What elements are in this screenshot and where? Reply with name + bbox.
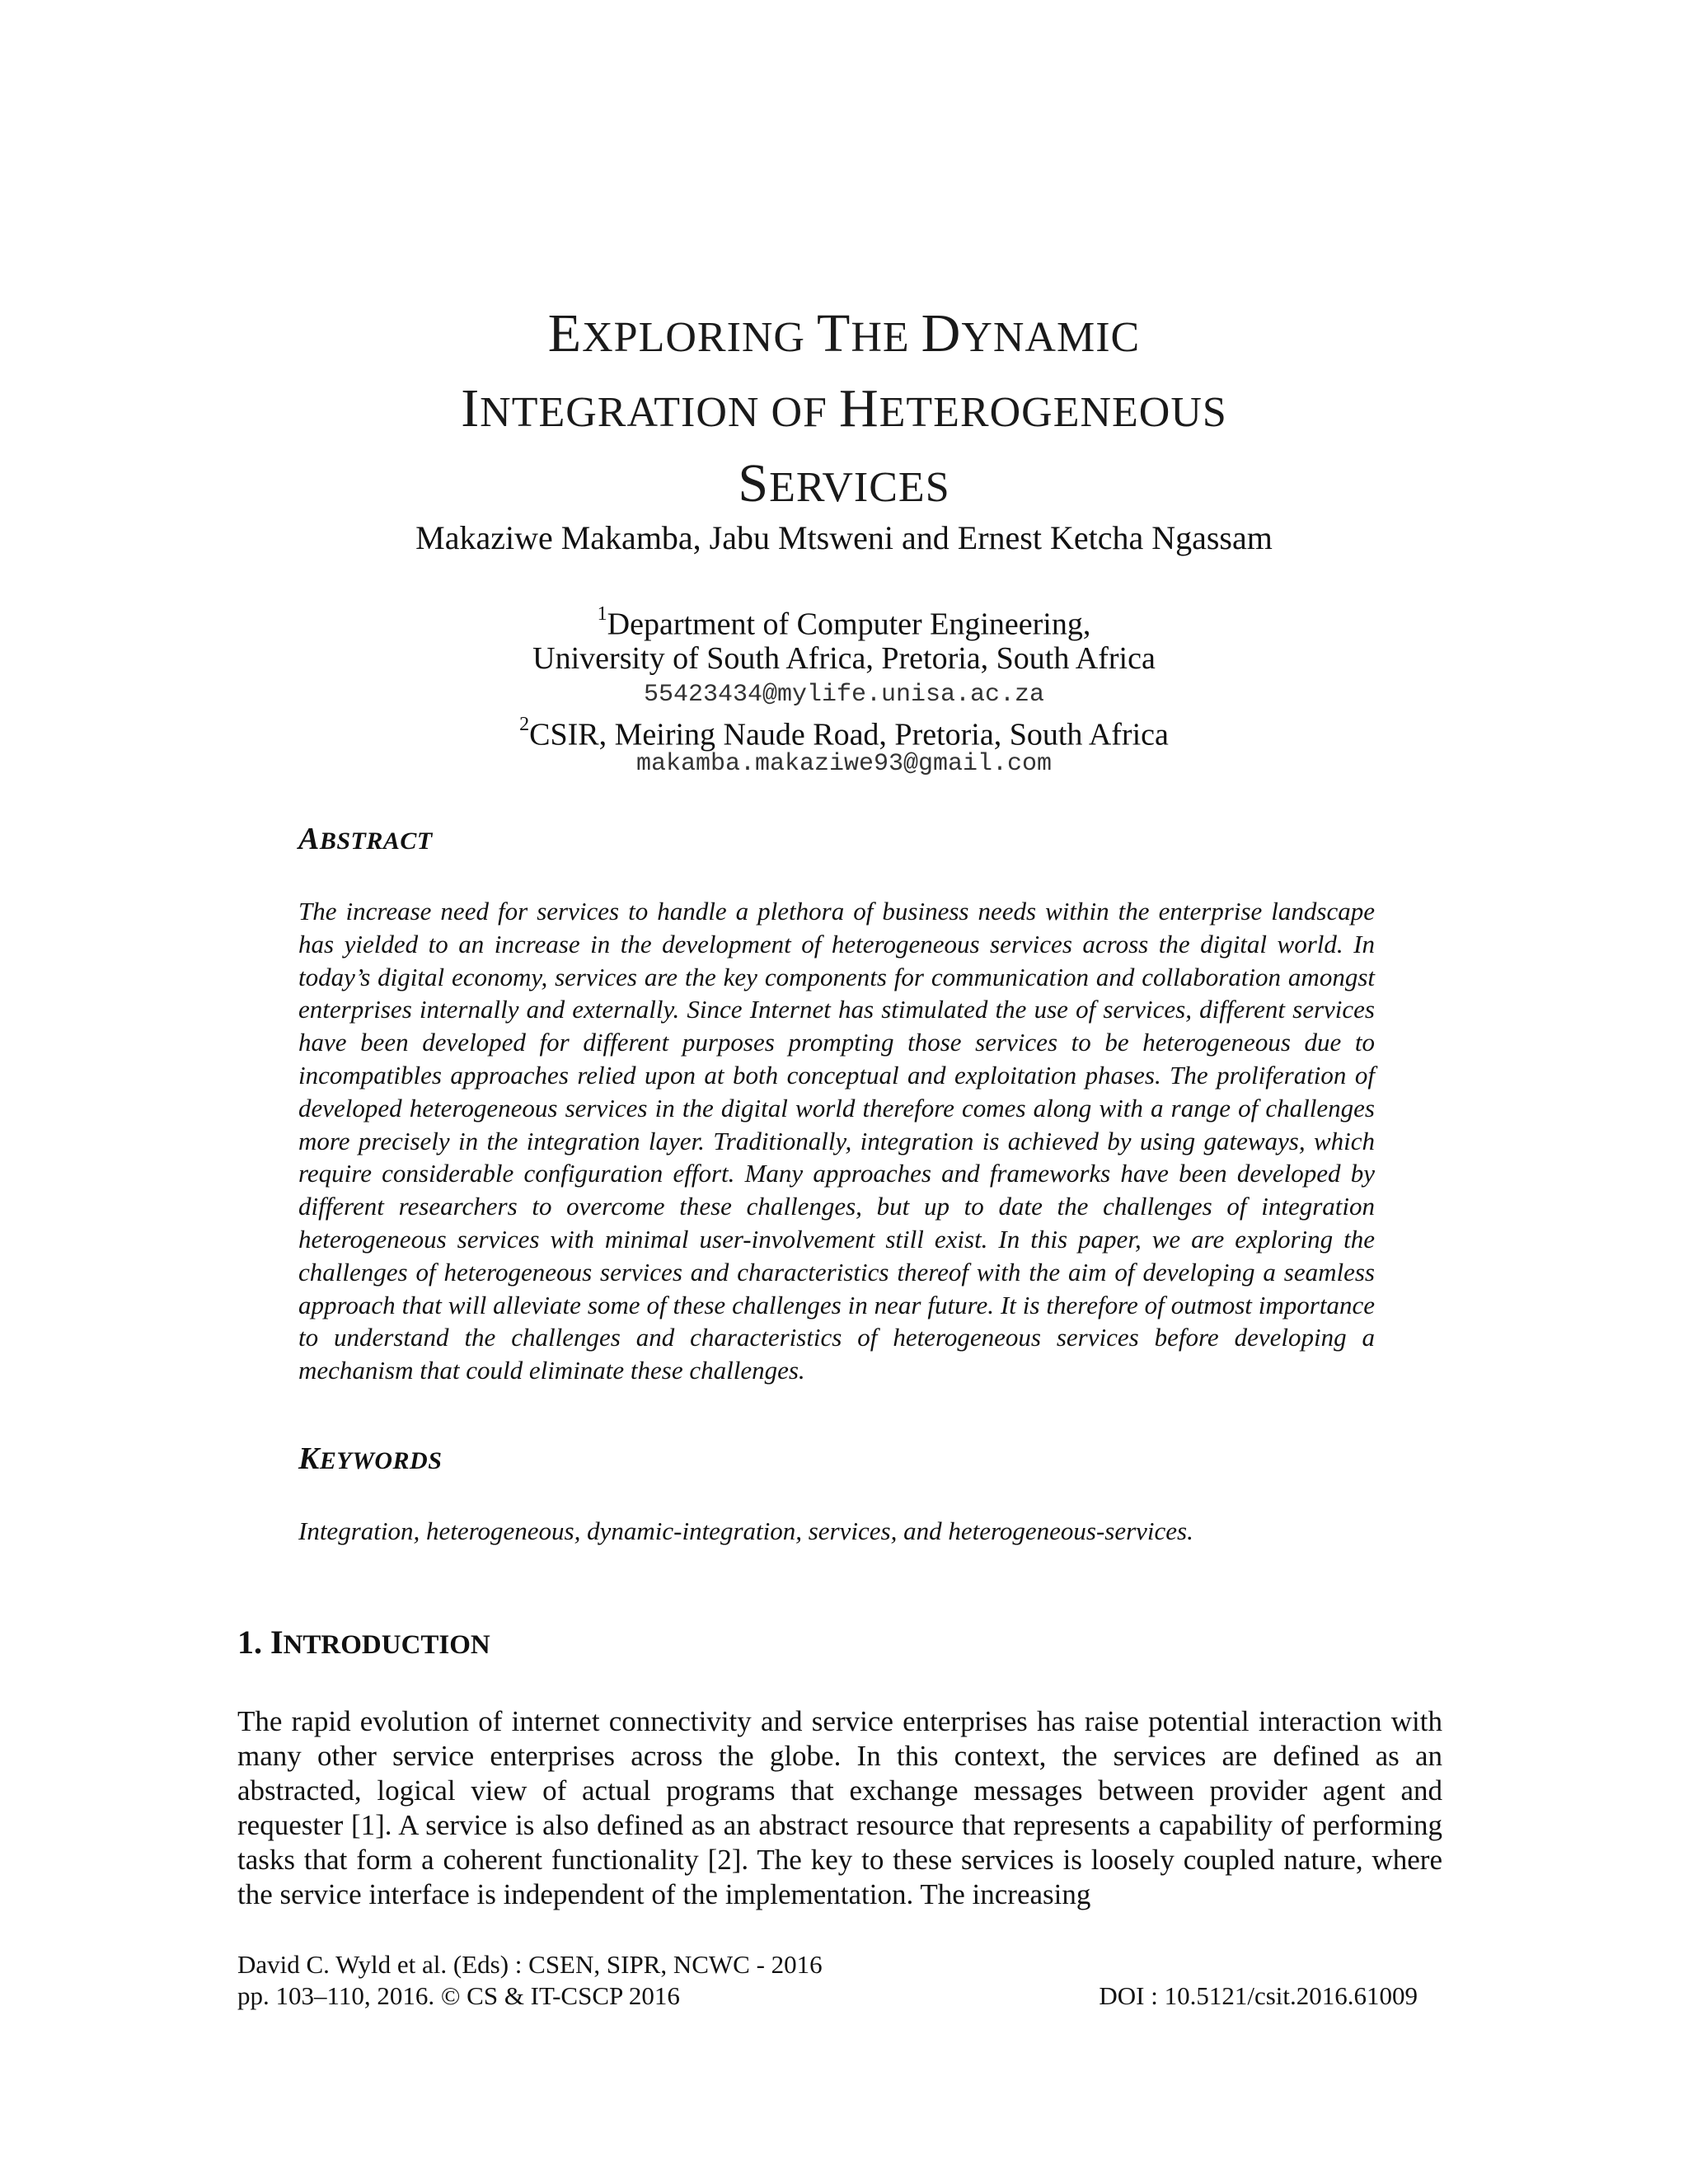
affiliation-2-marker: 2 <box>519 714 530 735</box>
introduction-text: The rapid evolution of internet connectivity and service enterprises has raise potential interaction with many other service enterprises across the globe. In this context, the services are defined as an abstracted, logical view of actual programs that exchange messages between provider agent and requester [1]. A service is also defined as an abstract resource that represents a capability of performing tasks that form a coherent functionality [2]. The key to these services is loosely coupled nature, where the service interface is independent of the implementation. The increasing <box>237 1705 1442 1910</box>
abstract-heading: ABSTRACT <box>298 822 433 856</box>
keywords-text: Integration, heterogeneous, dynamic-integration, services, and heterogeneous-services. <box>298 1516 1193 1545</box>
affiliation-1-marker: 1 <box>597 603 607 625</box>
affiliation-1-department <box>0 598 1688 644</box>
keywords-heading: KEYWORDS <box>298 1441 443 1476</box>
title-line-3: SERVICES <box>738 453 950 513</box>
paper-title <box>0 298 1688 523</box>
title-line-2: INTEGRATION OF HETEROGENEOUS <box>461 378 1227 438</box>
footer-doi[interactable]: DOI : 10.5121/csit.2016.61009 <box>1099 1981 1418 2010</box>
footer-editors: David C. Wyld et al. (Eds) : CSEN, SIPR, NCWC - 2016 <box>237 1950 823 1979</box>
affiliation-2-line1: CSIR, Meiring Naude Road, Pretoria, South Africa <box>529 717 1169 752</box>
affiliation-1-email[interactable]: 55423434@mylife.unisa.ac.za <box>643 681 1045 709</box>
author-list: Makaziwe Makamba, Jabu Mtsweni and Ernest Ketcha Ngassam <box>415 519 1273 556</box>
footer-pages: pp. 103–110, 2016. © CS & IT-CSCP 2016 <box>237 1981 680 2010</box>
affiliation-1-line2: University of South Africa, Pretoria, South Africa <box>532 641 1156 676</box>
affiliation-1-line1: Department of Computer Engineering, <box>607 607 1091 642</box>
introduction-heading: 1. INTRODUCTION <box>237 1624 490 1661</box>
title-line-1: EXPLORING THE DYNAMIC <box>547 303 1141 363</box>
abstract-text: The increase need for services to handle a plethora of business needs within the enterprise landscape has yielded to an increase in the development of heterogeneous services across the digital world. In today’s digital economy, services are the key components for communication and collaboration amongst enterprises internally and externally. Since Internet has stimulated the use of services, different services have been developed for different purposes prompting those services to be heterogeneous due to incompatibles approaches relied upon at both conceptual and exploitation phases. The proliferation of developed heterogeneous services in the digital world therefore comes along with a range of challenges more precisely in the integration layer. Traditionally, integration is achieved by using gateways, which require considerable configuration effort. Many approaches and frameworks have been developed by different researchers to overcome these challenges, but up to date the challenges of integration heterogeneous services with minimal user-involvement still exist. In this paper, we are exploring the challenges of heterogeneous services and characteristics thereof with the aim of developing a seamless approach that will alleviate some of these challenges in near future. It is therefore of outmost importance to understand the challenges and characteristics of heterogeneous services before developing a mechanism that could eliminate these challenges. <box>298 897 1375 1385</box>
affiliation-2-email[interactable]: makamba.makaziwe93@gmail.com <box>635 750 1053 778</box>
